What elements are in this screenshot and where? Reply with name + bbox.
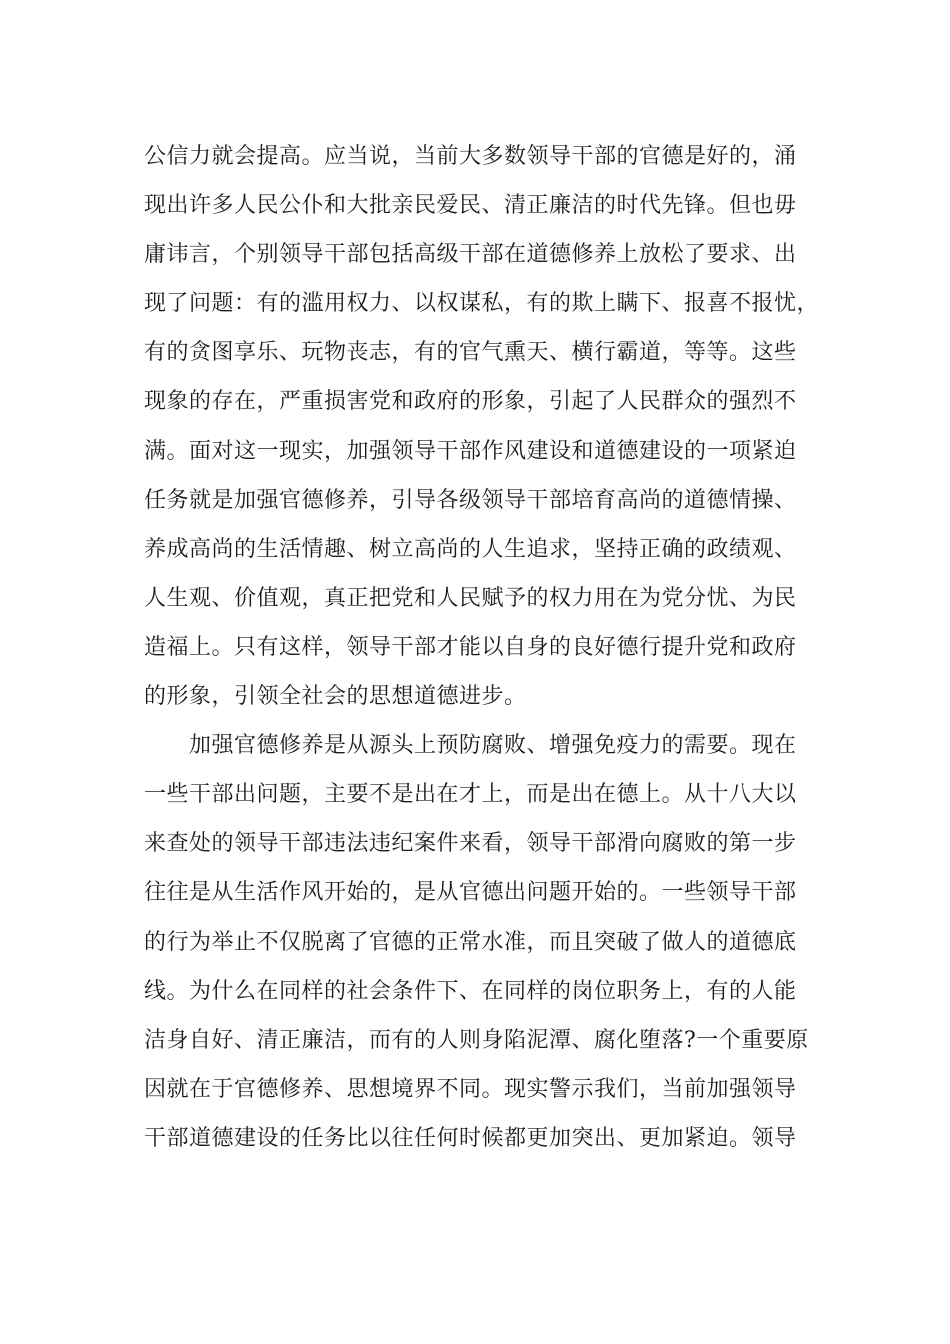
text-line: 干部道德建设的任务比以往任何时候都更加突出、更加紧迫。领导: [144, 1125, 797, 1151]
text-line: 因就在于官德修养、思想境界不同。现实警示我们，当前加强领导: [144, 1076, 797, 1102]
text-line: 有的贪图享乐、玩物丧志，有的官气熏天、横行霸道，等等。这些: [144, 340, 797, 366]
text-line: 的行为举止不仅脱离了官德的正常水准，而且突破了做人的道德底: [144, 929, 797, 955]
text-line: 造福上。只有这样，领导干部才能以自身的良好德行提升党和政府: [144, 634, 797, 660]
text-line: 满。面对这一现实，加强领导干部作风建设和道德建设的一项紧迫: [144, 438, 797, 464]
text-line: 养成高尚的生活情趣、树立高尚的人生追求，坚持正确的政绩观、: [144, 536, 797, 562]
text-line: 公信力就会提高。应当说，当前大多数领导干部的官德是好的，涌: [144, 144, 797, 169]
text-line: 一些干部出问题，主要不是出在才上，而是出在德上。从十八大以: [144, 782, 797, 808]
text-line: 庸讳言，个别领导干部包括高级干部在道德修养上放松了要求、出: [144, 242, 797, 268]
text-line: 往往是从生活作风开始的，是从官德出问题开始的。一些领导干部: [144, 880, 797, 906]
text-line: 来查处的领导干部违法违纪案件来看，领导干部滑向腐败的第一步: [144, 831, 797, 857]
text-line: 任务就是加强官德修养，引导各级领导干部培育高尚的道德情操、: [144, 487, 797, 513]
text-line: 加强官德修养是从源头上预防腐败、增强免疫力的需要。现在: [144, 733, 797, 759]
text-line: 的形象，引领全社会的思想道德进步。: [144, 684, 527, 710]
body-text: [144, 132, 820, 1163]
text-line: 现出许多人民公仆和大批亲民爱民、清正廉洁的时代先锋。但也毋: [144, 193, 797, 219]
text-line: 现了问题：有的滥用权力、以权谋私，有的欺上瞒下、报喜不报忧，: [144, 291, 820, 317]
text-line: 洁身自好、清正廉洁，而有的人则身陷泥潭、腐化堕落?一个重要原: [144, 1027, 809, 1053]
text-line: 人生观、价值观，真正把党和人民赋予的权力用在为党分忧、为民: [144, 585, 797, 611]
text-line: 线。为什么在同样的社会条件下、在同样的岗位职务上，有的人能: [144, 978, 797, 1004]
text-line: 现象的存在，严重损害党和政府的形象，引起了人民群众的强烈不: [144, 389, 797, 415]
